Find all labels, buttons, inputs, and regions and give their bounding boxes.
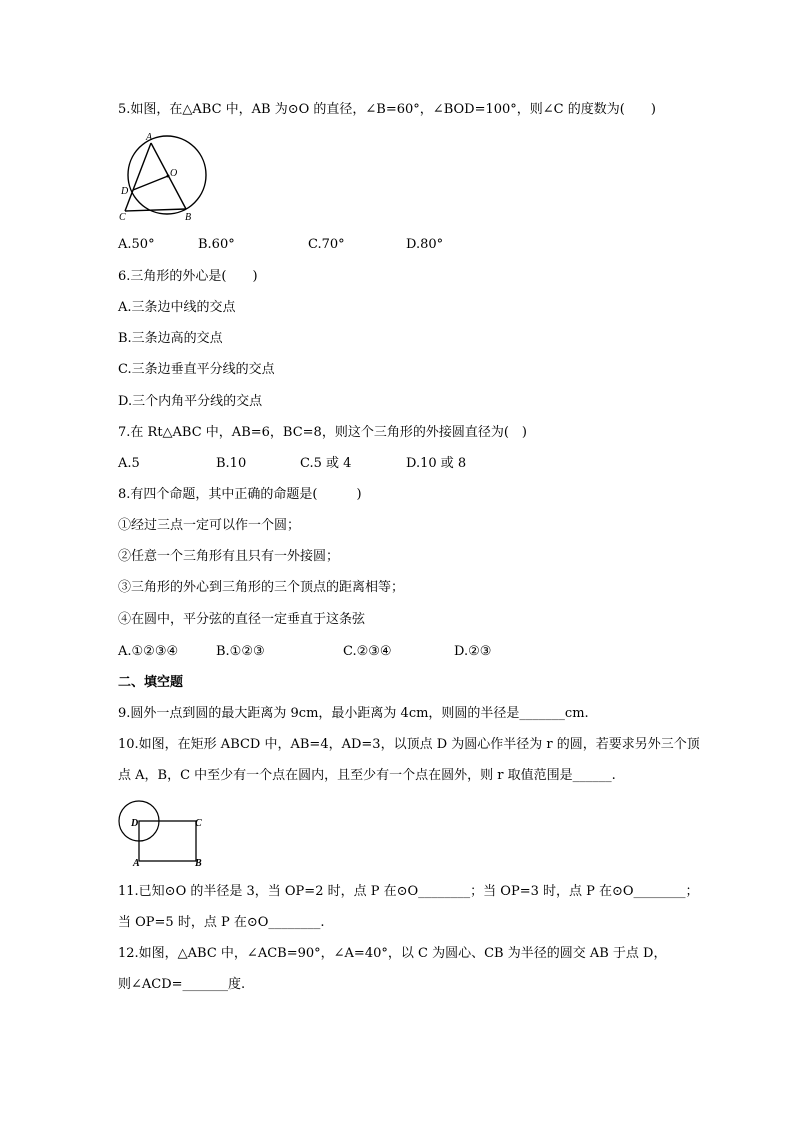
q5-option-d[interactable]: D.80° — [406, 237, 444, 252]
q8-option-b[interactable]: B.①②③ — [216, 644, 265, 659]
q5-option-c[interactable]: C.70° — [308, 237, 345, 252]
q5-label-o: O — [170, 168, 178, 179]
q9-stem: 9.圆外一点到圆的最大距离为 9cm，最小距离为 4cm，则圆的半径是_______cm. — [118, 706, 589, 721]
q5-label-c: C — [119, 212, 126, 220]
q11-line-2: 当 OP=5 时，点 P 在⊙O________. — [118, 915, 325, 930]
q5-label-a: A — [146, 132, 153, 143]
q8-option-d[interactable]: D.②③ — [454, 644, 492, 659]
q6-option-a[interactable]: A.三条边中线的交点 — [118, 300, 236, 315]
q5-label-b: B — [185, 212, 192, 220]
q12-line-2: 则∠ACD=_______度. — [118, 977, 246, 992]
q8-statement-1: ①经过三点一定可以作一个圆； — [118, 518, 301, 533]
q10-label-b: B — [195, 858, 202, 868]
q6-stem: 6.三角形的外心是( ) — [118, 269, 258, 284]
q7-option-a[interactable]: A.5 — [118, 456, 140, 471]
q10-label-d: D — [131, 818, 139, 829]
q10-line-1: 10.如图，在矩形 ABCD 中，AB=4，AD=3，以顶点 D 为圆心作半径为 r 的圆，若要求另外三个顶 — [118, 737, 700, 752]
q10-label-a: A — [133, 858, 140, 868]
q5-label-d: D — [121, 186, 129, 197]
q10-figure — [115, 798, 205, 868]
q7-stem: 7.在 Rt△ABC 中，AB=6，BC=8，则这个三角形的外接圆直径为( ) — [118, 425, 527, 440]
q7-option-d[interactable]: D.10 或 8 — [406, 456, 467, 471]
q8-statement-2: ②任意一个三角形有且只有一外接圆； — [118, 549, 340, 564]
q8-option-a[interactable]: A.①②③④ — [118, 644, 179, 659]
q6-option-b[interactable]: B.三条边高的交点 — [118, 331, 223, 346]
q5-stem: 5.如图，在△ABC 中，AB 为⊙O 的直径，∠B=60°，∠BOD=100°，则∠C 的度数为( ) — [118, 102, 656, 117]
q10-label-c: C — [195, 818, 202, 829]
q8-statement-3: ③三角形的外心到三角形的三个顶点的距离相等； — [118, 580, 405, 595]
q6-option-c[interactable]: C.三条边垂直平分线的交点 — [118, 362, 275, 377]
q6-option-d[interactable]: D.三个内角平分线的交点 — [118, 394, 263, 409]
q11-line-1: 11.已知⊙O 的半径是 3，当 OP=2 时，点 P 在⊙O________；当 OP=3 时，点 P 在⊙O________； — [118, 884, 699, 899]
q5-figure — [116, 130, 216, 220]
q5-option-b[interactable]: B.60° — [198, 237, 235, 252]
q7-option-c[interactable]: C.5 或 4 — [300, 456, 352, 471]
q8-option-c[interactable]: C.②③④ — [343, 644, 392, 659]
q8-statement-4: ④在圆中，平分弦的直径一定垂直于这条弦 — [118, 612, 366, 627]
q7-option-b[interactable]: B.10 — [216, 456, 247, 471]
q5-option-a[interactable]: A.50° — [118, 237, 155, 252]
q12-line-1: 12.如图，△ABC 中，∠ACB=90°，∠A=40°，以 C 为圆心、CB 为半径的圆交 AB 于点 D， — [118, 946, 667, 961]
q10-line-2: 点 A，B，C 中至少有一个点在圆内，且至少有一个点在圆外，则 r 取值范围是______. — [118, 768, 616, 783]
q8-stem: 8.有四个命题，其中正确的命题是( ) — [118, 487, 362, 502]
section-title-fill-in: 二、填空题 — [118, 675, 184, 690]
